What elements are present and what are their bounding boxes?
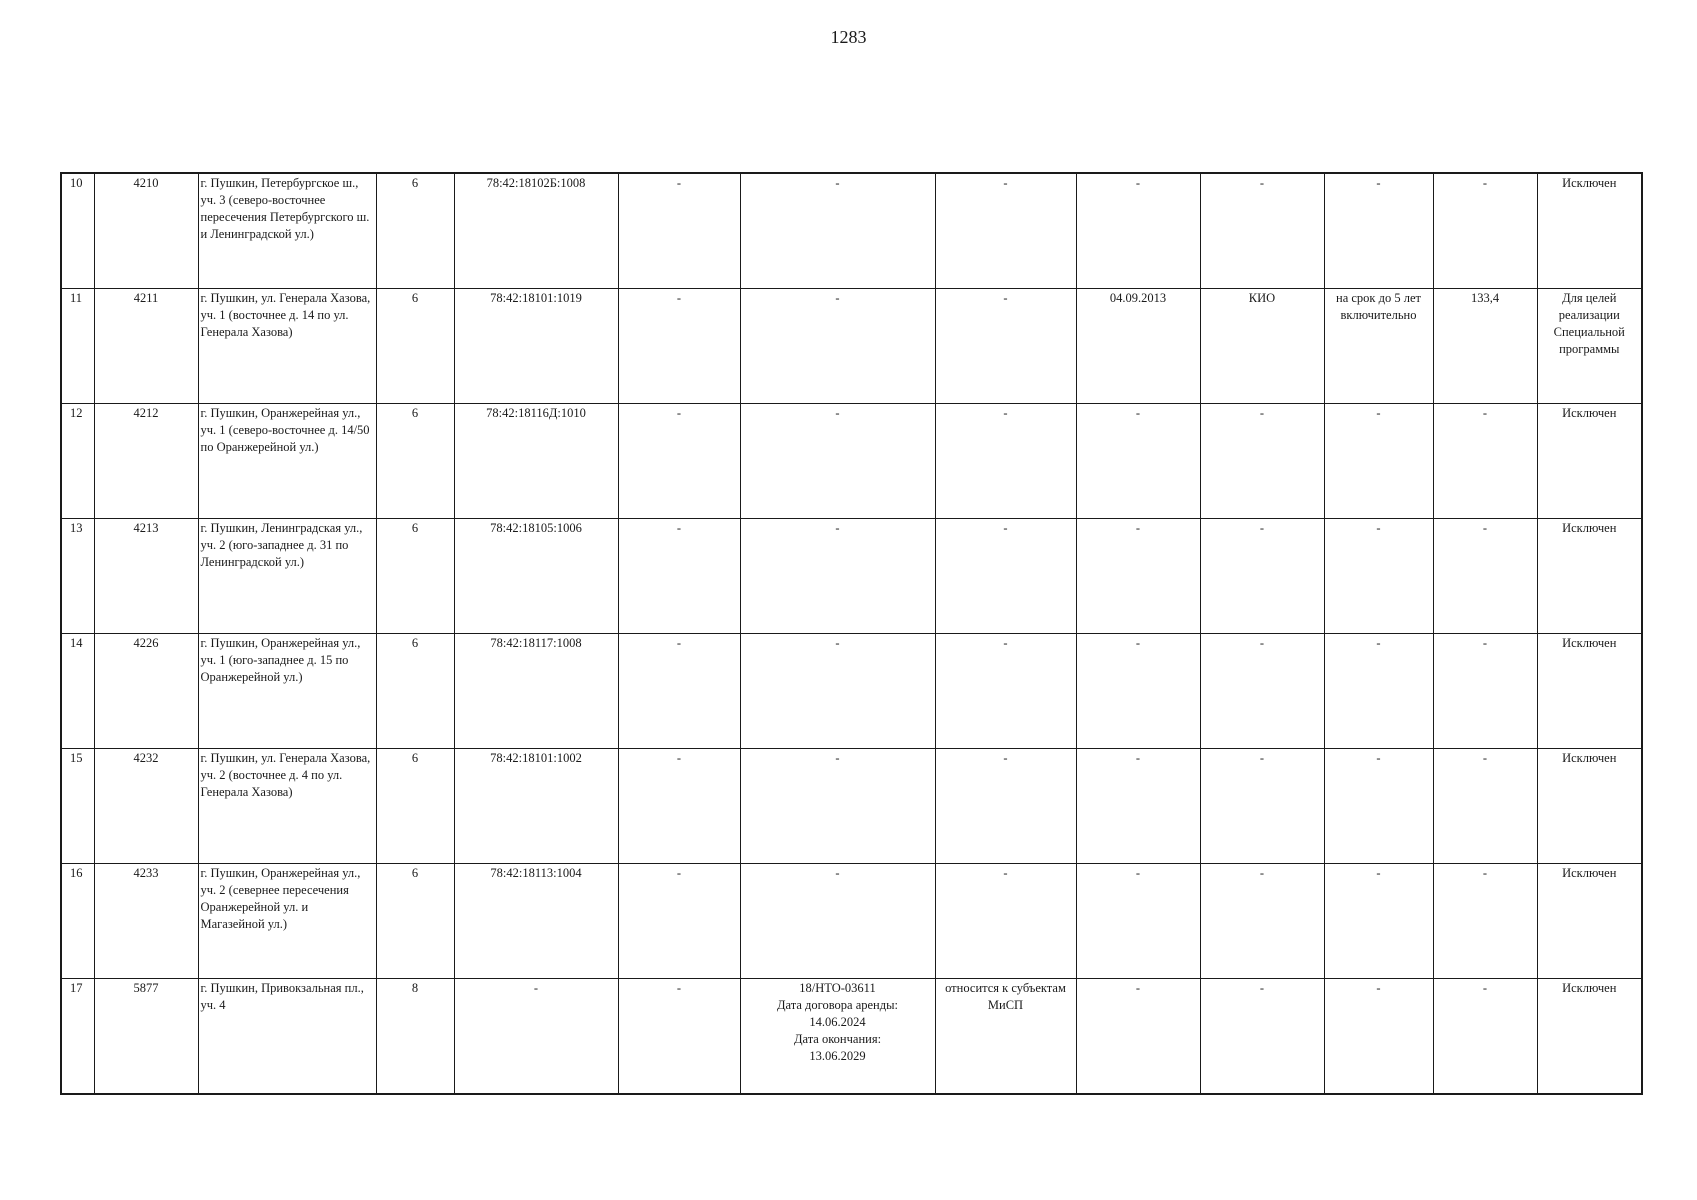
row-number-cell: 17	[61, 979, 94, 1095]
address-cell: г. Пушкин, Ленинградская ул., уч. 2 (юго-западнее д. 31 по Ленинградской ул.)	[198, 519, 376, 634]
address-cell: г. Пушкин, Оранжерейная ул., уч. 2 (севернее пересечения Оранжерейной ул. и Магазейной ул.)	[198, 864, 376, 979]
object-code-cell: 4213	[94, 519, 198, 634]
lease-term-cell: -	[1324, 519, 1433, 634]
status-cell: Исключен	[1537, 749, 1642, 864]
object-code-cell: 4232	[94, 749, 198, 864]
area-cell: -	[1433, 864, 1537, 979]
status-cell: Исключен	[1537, 173, 1642, 289]
decision-date-cell: -	[1076, 173, 1200, 289]
contract-info-cell: -	[740, 173, 935, 289]
authority-cell: -	[1200, 864, 1324, 979]
status-cell: Исключен	[1537, 979, 1642, 1095]
table-row	[61, 634, 1642, 749]
area-cell: 133,4	[1433, 289, 1537, 404]
column-6-cell: -	[618, 749, 740, 864]
row-number-cell: 13	[61, 519, 94, 634]
decision-date-cell: -	[1076, 979, 1200, 1095]
cadastral-number-cell: 78:42:18105:1006	[454, 519, 618, 634]
column-6-cell: -	[618, 404, 740, 519]
row-number-cell: 12	[61, 404, 94, 519]
object-code-cell: 4211	[94, 289, 198, 404]
smb-status-cell: -	[935, 289, 1076, 404]
lease-term-cell: -	[1324, 864, 1433, 979]
object-code-cell: 5877	[94, 979, 198, 1095]
smb-status-cell: относится к субъектам МиСП	[935, 979, 1076, 1095]
address-cell: г. Пушкин, ул. Генерала Хазова, уч. 2 (восточнее д. 4 по ул. Генерала Хазова)	[198, 749, 376, 864]
row-number-cell: 16	[61, 864, 94, 979]
area-cell: -	[1433, 749, 1537, 864]
lease-term-cell: -	[1324, 979, 1433, 1095]
lease-term-cell: -	[1324, 634, 1433, 749]
table-row	[61, 289, 1642, 404]
lease-term-cell: -	[1324, 749, 1433, 864]
authority-cell: -	[1200, 634, 1324, 749]
status-cell: Для целей реализации Специальной программы	[1537, 289, 1642, 404]
contract-info-cell: -	[740, 864, 935, 979]
zone-number-cell: 6	[376, 289, 454, 404]
area-cell: -	[1433, 634, 1537, 749]
lease-term-cell: -	[1324, 404, 1433, 519]
column-6-cell: -	[618, 979, 740, 1095]
table-row	[61, 864, 1642, 979]
contract-info-cell: -	[740, 749, 935, 864]
zone-number-cell: 6	[376, 634, 454, 749]
table-row	[61, 749, 1642, 864]
cadastral-number-cell: 78:42:18101:1002	[454, 749, 618, 864]
status-cell: Исключен	[1537, 634, 1642, 749]
contract-info-cell: -	[740, 519, 935, 634]
contract-info-cell: -	[740, 289, 935, 404]
cadastral-number-cell: 78:42:18113:1004	[454, 864, 618, 979]
cadastral-number-cell: 78:42:18116Д:1010	[454, 404, 618, 519]
zone-number-cell: 6	[376, 864, 454, 979]
row-number-cell: 11	[61, 289, 94, 404]
object-code-cell: 4226	[94, 634, 198, 749]
smb-status-cell: -	[935, 173, 1076, 289]
authority-cell: -	[1200, 519, 1324, 634]
object-code-cell: 4233	[94, 864, 198, 979]
contract-info-cell: 18/НТО-03611 Дата договора аренды: 14.06.2024 Дата окончания: 13.06.2029	[740, 979, 935, 1095]
lease-term-cell: на срок до 5 лет включительно	[1324, 289, 1433, 404]
decision-date-cell: -	[1076, 864, 1200, 979]
decision-date-cell: -	[1076, 634, 1200, 749]
register-table	[60, 172, 1643, 1095]
contract-info-cell: -	[740, 404, 935, 519]
address-cell: г. Пушкин, Оранжерейная ул., уч. 1 (северо-восточнее д. 14/50 по Оранжерейной ул.)	[198, 404, 376, 519]
row-number-cell: 15	[61, 749, 94, 864]
lease-term-cell: -	[1324, 173, 1433, 289]
authority-cell: -	[1200, 979, 1324, 1095]
table-row	[61, 979, 1642, 1095]
decision-date-cell: -	[1076, 519, 1200, 634]
authority-cell: -	[1200, 173, 1324, 289]
authority-cell: -	[1200, 404, 1324, 519]
zone-number-cell: 6	[376, 404, 454, 519]
column-6-cell: -	[618, 634, 740, 749]
smb-status-cell: -	[935, 519, 1076, 634]
address-cell: г. Пушкин, Оранжерейная ул., уч. 1 (юго-западнее д. 15 по Оранжерейной ул.)	[198, 634, 376, 749]
table-row	[61, 404, 1642, 519]
cadastral-number-cell: 78:42:18102Б:1008	[454, 173, 618, 289]
cadastral-number-cell: -	[454, 979, 618, 1095]
decision-date-cell: 04.09.2013	[1076, 289, 1200, 404]
area-cell: -	[1433, 173, 1537, 289]
area-cell: -	[1433, 404, 1537, 519]
table-row	[61, 173, 1642, 289]
decision-date-cell: -	[1076, 404, 1200, 519]
status-cell: Исключен	[1537, 864, 1642, 979]
zone-number-cell: 8	[376, 979, 454, 1095]
page-number: 1283	[830, 27, 867, 47]
contract-info-cell: -	[740, 634, 935, 749]
address-cell: г. Пушкин, ул. Генерала Хазова, уч. 1 (восточнее д. 14 по ул. Генерала Хазова)	[198, 289, 376, 404]
smb-status-cell: -	[935, 864, 1076, 979]
column-6-cell: -	[618, 519, 740, 634]
object-code-cell: 4212	[94, 404, 198, 519]
authority-cell: -	[1200, 749, 1324, 864]
address-cell: г. Пушкин, Петербургское ш., уч. 3 (северо-восточнее пересечения Петербургского ш. и Ленинградской ул.)	[198, 173, 376, 289]
decision-date-cell: -	[1076, 749, 1200, 864]
zone-number-cell: 6	[376, 173, 454, 289]
column-6-cell: -	[618, 289, 740, 404]
zone-number-cell: 6	[376, 519, 454, 634]
status-cell: Исключен	[1537, 519, 1642, 634]
status-cell: Исключен	[1537, 404, 1642, 519]
cadastral-number-cell: 78:42:18101:1019	[454, 289, 618, 404]
row-number-cell: 10	[61, 173, 94, 289]
smb-status-cell: -	[935, 634, 1076, 749]
authority-cell: КИО	[1200, 289, 1324, 404]
zone-number-cell: 6	[376, 749, 454, 864]
row-number-cell: 14	[61, 634, 94, 749]
object-code-cell: 4210	[94, 173, 198, 289]
table-row	[61, 519, 1642, 634]
area-cell: -	[1433, 979, 1537, 1095]
area-cell: -	[1433, 519, 1537, 634]
column-6-cell: -	[618, 864, 740, 979]
smb-status-cell: -	[935, 404, 1076, 519]
smb-status-cell: -	[935, 749, 1076, 864]
cadastral-number-cell: 78:42:18117:1008	[454, 634, 618, 749]
column-6-cell: -	[618, 173, 740, 289]
address-cell: г. Пушкин, Привокзальная пл., уч. 4	[198, 979, 376, 1095]
